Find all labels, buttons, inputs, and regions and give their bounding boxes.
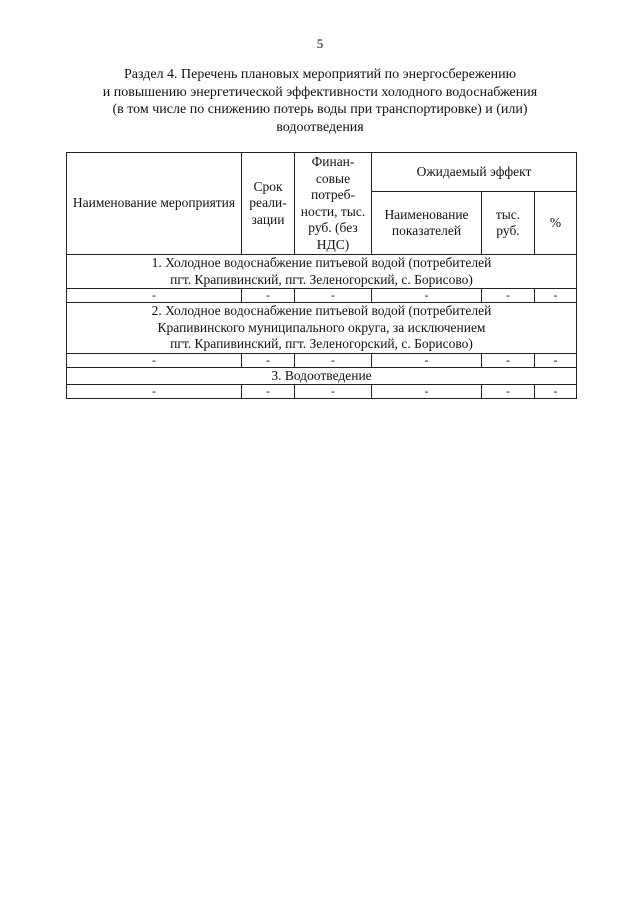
measures-table <box>66 152 577 399</box>
table-cell: - <box>67 289 242 303</box>
section-title <box>67 303 577 354</box>
section-title-row <box>67 255 577 289</box>
table-cell: - <box>67 353 242 367</box>
header-measure-name: Наименование мероприятия <box>67 153 242 255</box>
header-row <box>67 153 577 192</box>
header-thousand-rub: тыс. руб. <box>482 192 535 255</box>
header-percent: % <box>535 192 577 255</box>
section-title-line: 3. Водоотведение <box>271 367 372 383</box>
section-heading <box>60 66 580 136</box>
section-title <box>67 367 577 385</box>
table-cell: - <box>295 289 372 303</box>
table-cell: - <box>482 353 535 367</box>
table-cell: - <box>295 353 372 367</box>
table-cell: - <box>482 289 535 303</box>
table-cell: - <box>242 353 295 367</box>
table-cell: - <box>482 385 535 399</box>
section-title-row <box>67 367 577 385</box>
section-title <box>67 255 577 289</box>
section-title-line: 2. Холодное водоснабжение питьевой водой (потребителей <box>151 303 492 318</box>
heading-line: (в том числе по снижению потерь воды при транспортировке) и (или) <box>112 102 528 117</box>
table-cell: - <box>535 353 577 367</box>
table-cell: - <box>295 385 372 399</box>
header-term: Срок реали- зации <box>242 153 295 255</box>
section-title-line: пгт. Крапивинский, пгт. Зеленогорский, с. Борисово) <box>170 336 473 351</box>
heading-line: и повышению энергетической эффективности холодного водоснабжения <box>102 84 538 100</box>
table-row <box>67 353 577 367</box>
page-number: 5 <box>316 36 324 51</box>
heading-line: водоотведения <box>276 119 364 135</box>
table-row <box>67 385 577 399</box>
table-body <box>67 255 577 399</box>
table-cell: - <box>372 353 482 367</box>
section-title-line: 1. Холодное водоснабжение питьевой водой (потребителей <box>151 255 492 270</box>
table-cell: - <box>535 385 577 399</box>
table-cell: - <box>242 385 295 399</box>
section-title-row <box>67 303 577 354</box>
header-expected-effect: Ожидаемый эффект <box>372 153 577 192</box>
table-cell: - <box>67 385 242 399</box>
section-title-line: Крапивинского муниципального округа, за исключением <box>157 319 486 335</box>
section-title-line: пгт. Крапивинский, пгт. Зеленогорский, с. Борисово) <box>170 271 473 287</box>
heading-line: Раздел 4. Перечень плановых мероприятий по энергосбережению <box>123 67 517 82</box>
table-cell: - <box>242 289 295 303</box>
table-row <box>67 289 577 303</box>
table-cell: - <box>372 385 482 399</box>
table-cell: - <box>372 289 482 303</box>
table-cell: - <box>535 289 577 303</box>
header-finance: Финан- совые потреб- ности, тыс. руб. (без НДС) <box>295 153 372 255</box>
header-indicators: Наименование показателей <box>372 192 482 255</box>
